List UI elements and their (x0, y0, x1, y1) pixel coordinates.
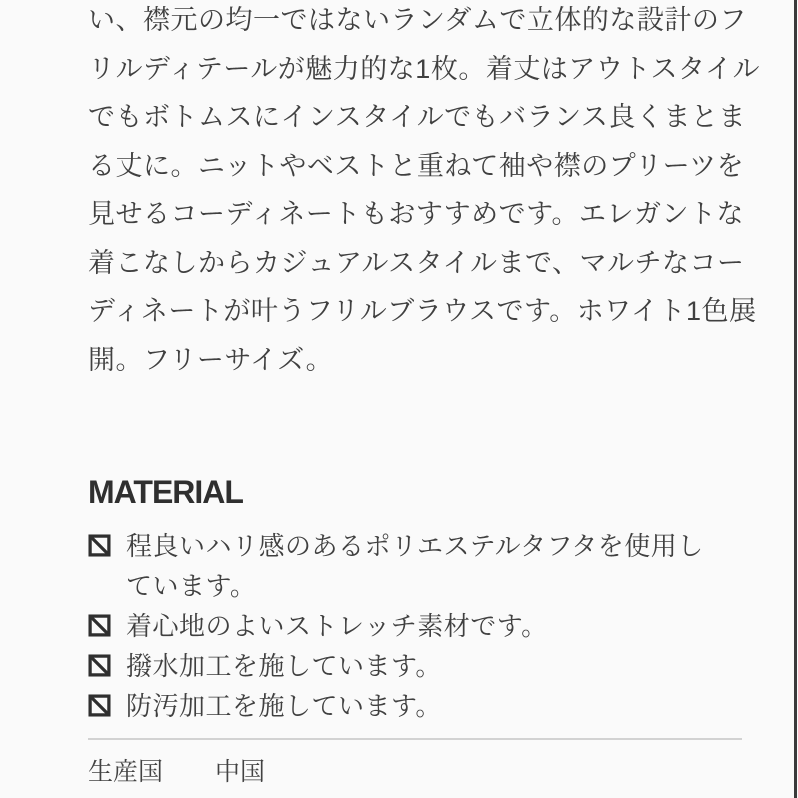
origin-label: 生産国 (88, 758, 164, 786)
description-line: でもボトムスにインスタイルでもバランス良くまとま (88, 102, 746, 132)
material-item (88, 606, 748, 646)
material-item (88, 646, 748, 686)
description-line: い、襟元の均一ではないランダムで立体的な設計のフ (88, 5, 747, 35)
origin-value: 中国 (215, 758, 266, 786)
square-diagonal-bullet-icon (88, 534, 111, 557)
material-list (88, 526, 748, 726)
description-line: 見せるコーディネートもおすすめです。エレガントな (88, 199, 744, 229)
square-diagonal-bullet-icon (88, 654, 111, 677)
material-item (88, 526, 748, 606)
material-item-text: 防汚加工を施しています。 (126, 691, 442, 721)
material-item-text: 程良いハリ感のあるポリエステルタフタを使用しています。 (126, 531, 704, 601)
description-line: リルディテールが魅力的な1枚。着丈はアウトスタイル (88, 53, 761, 84)
section-divider (88, 738, 742, 740)
description-line: 開。フリーサイズ。 (88, 344, 334, 375)
square-diagonal-bullet-icon (88, 694, 111, 717)
material-item-text: 撥水加工を施しています。 (126, 651, 442, 681)
origin-row (88, 756, 265, 788)
material-heading: MATERIAL (88, 474, 243, 510)
screenshot-edge-line (794, 0, 797, 798)
description-line: 着こなしからカジュアルスタイルまで、マルチなコー (88, 247, 745, 278)
material-item (88, 686, 748, 726)
description-line: る丈に。ニットやベストと重ねて袖や襟のプリーツを (88, 150, 745, 181)
description-line: ディネートが叶うフリルブラウスです。ホワイト1色展 (88, 296, 757, 326)
material-item-text: 着心地のよいストレッチ素材です。 (126, 611, 548, 641)
product-description (88, 0, 761, 384)
square-diagonal-bullet-icon (88, 614, 111, 637)
